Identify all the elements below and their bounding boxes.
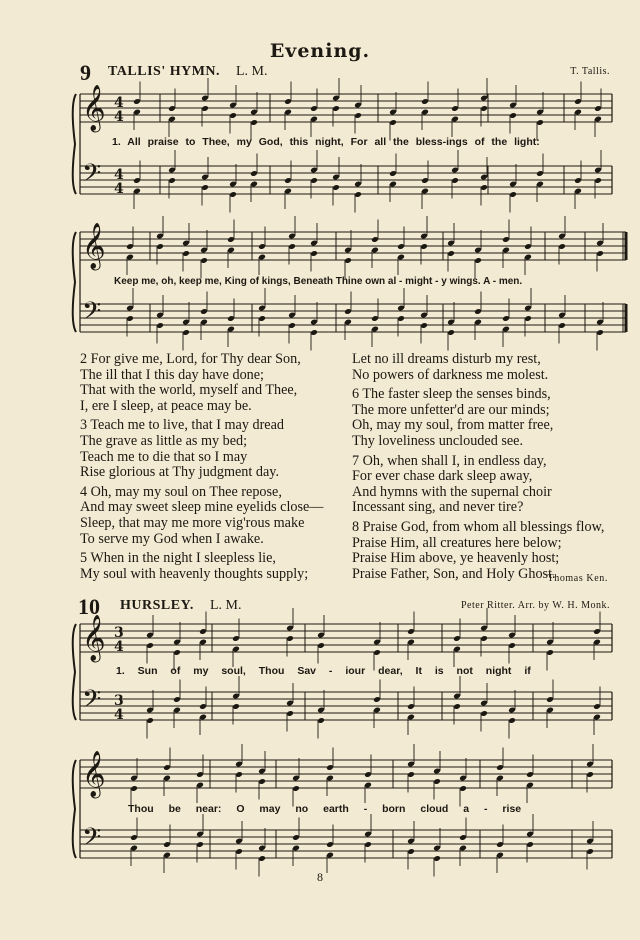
verse-line: 6 The faster sleep the senses binds, [352,386,551,403]
system-brace-icon [73,232,76,332]
verse-3 [80,418,350,480]
verse-line: Praise Father, Son, and Holy Ghost. [352,565,556,582]
verse-4 [80,485,350,547]
verse-line: And may sweet sleep mine eyelids close— [80,499,324,516]
treble-clef-icon: 𝄞 [82,615,106,661]
hymn-10-composer: Peter Ritter. Arr. by W. H. Monk. [461,600,610,611]
time-signature-icon: 4 [114,639,124,655]
hymn-9-verses-right [352,352,622,586]
hymn-10-lyric-line-2: Thou be near: O may no earth - born cloud a - rise [128,803,522,815]
hymn-10-lyric-line-1: 1. Sun of my soul, Thou Sav - iour dear, It is not night if [116,665,531,677]
hymn-9-verses-left [80,352,350,586]
verse-line: The grave as little as my bed; [80,432,248,449]
verse-line: Praise Him, all creatures here below; [352,534,562,551]
verse-2 [80,352,350,414]
hymn-9-lyric-line-2: Keep me, oh, keep me, King of kings, Beneath Thine own al - might - y wings. A - men. [114,276,523,287]
verse-line: The more unfetter'd are our minds; [352,401,550,418]
verse-line: That with the world, myself and Thee, [80,382,298,399]
bass-clef-icon: 𝄢 [82,159,102,194]
verse-line: 2 For give me, Lord, for Thy dear Son, [80,351,301,367]
verse-line: Oh, may my soul, from matter free, [352,417,554,434]
hymn-9-meter: L. M. [236,64,268,79]
verse-line: 3 Teach me to live, that I may dread [80,417,284,434]
verse-line: And hymns with the supernal choir [352,483,552,500]
verse-line: Incessant sing, and never tire? [352,499,524,516]
time-signature-icon: 4 [114,109,124,125]
hymn-9-number: 9 [80,60,91,85]
hymn-9-composer: T. Tallis. [570,66,610,77]
system-brace-icon [73,94,76,194]
verse-line: For ever chase dark sleep away, [352,468,533,485]
verse-6 [352,387,622,449]
verse-line: My soul with heavenly thoughts supply; [80,565,309,582]
verse-line: Rise glorious at Thy judgment day. [80,464,279,481]
verse-line: No powers of darkness me molest. [352,366,549,383]
time-signature-icon: 4 [114,181,124,197]
time-signature-icon: 3 [114,693,124,709]
hymn-10-number: 10 [78,594,100,619]
time-signature-icon: 4 [114,167,124,183]
hymn-10-name: HURSLEY. [120,598,194,613]
verse-5 [80,551,350,582]
verse-line: I, ere I sleep, at peace may be. [80,397,252,414]
section-title: Evening. [269,40,371,62]
verse-line: 5 When in the night I sleepless lie, [80,550,276,567]
verse-line: 4 Oh, may my soul on Thee repose, [80,483,282,500]
bass-clef-icon: 𝄢 [82,823,102,858]
verse-5-continued [352,352,622,383]
bass-clef-icon: 𝄢 [82,297,102,332]
verse-line: 8 Praise God, from whom all blessings flow, [352,518,605,535]
verse-line: 7 Oh, when shall I, in endless day, [352,452,547,469]
hymn-10-meter: L. M. [210,598,242,613]
system-brace-icon [73,624,76,720]
system-brace-icon [73,760,76,858]
bass-clef-icon: 𝄢 [82,685,102,720]
verse-line: Sleep, that may me more vig'rous make [80,514,305,531]
time-signature-icon: 4 [114,707,124,723]
treble-clef-icon: 𝄞 [82,85,106,131]
verse-line: To serve my God when I awake. [80,530,264,547]
hymn-9-name: TALLIS' HYMN. [108,64,221,79]
verse-line: Teach me to die that so I may [80,448,248,465]
hymn-9-lyric-line-1: 1. All praise to Thee, my God, this night, For all the bless-ings of the light: [112,136,540,148]
hymn-9-author: Thomas Ken. [547,573,608,584]
treble-clef-icon: 𝄞 [82,223,106,269]
page-number: 8 [317,870,323,884]
verse-line: Thy loveliness unclouded see. [352,432,523,449]
time-signature-icon: 4 [114,95,124,111]
treble-clef-icon: 𝄞 [82,751,106,797]
verse-line: Let no ill dreams disturb my rest, [352,351,541,367]
time-signature-icon: 3 [114,625,124,641]
hymn-10-header [78,594,610,619]
verse-line: The ill that I this day have done; [80,366,264,383]
verse-line: Praise Him above, ye heavenly host; [352,550,560,567]
verse-7 [352,454,622,516]
